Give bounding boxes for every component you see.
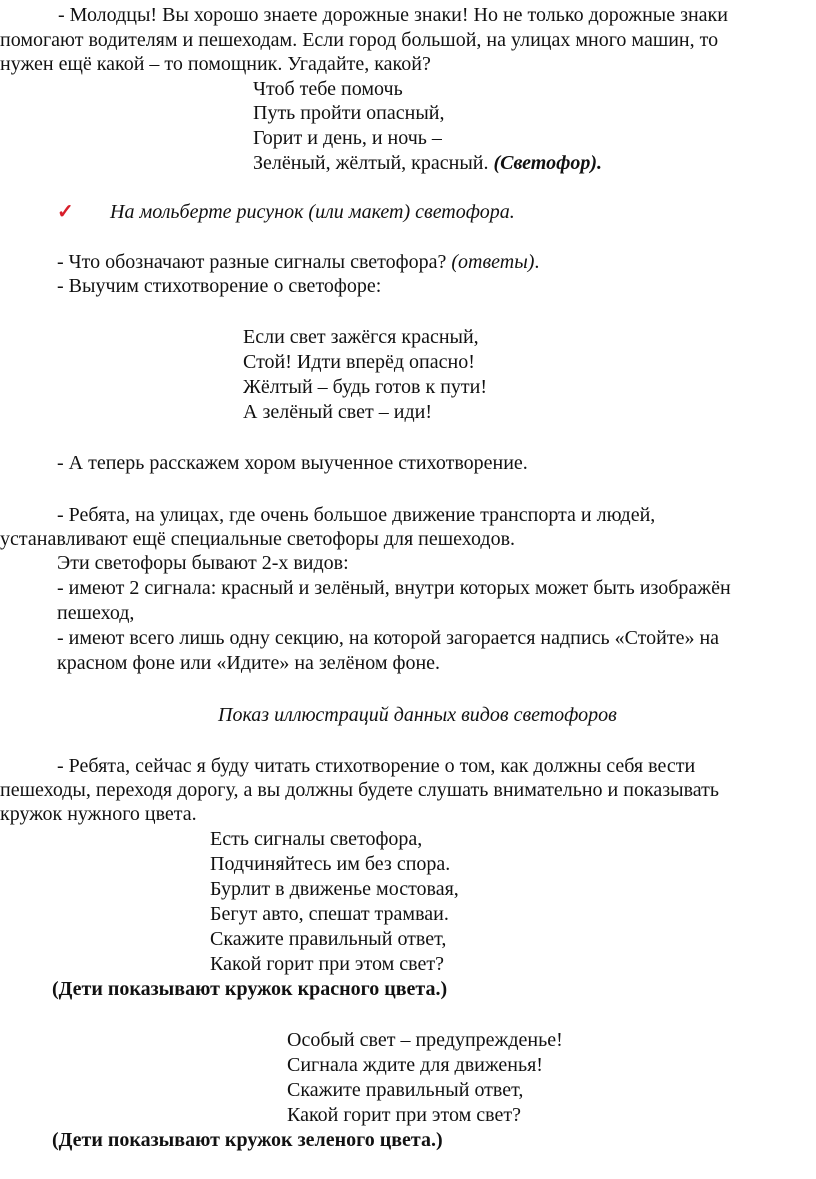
question-line (57, 250, 539, 274)
poem3-line-1: Особый свет – предупрежденье! (287, 1029, 563, 1051)
pedestrian-item1-line-1: - имеют 2 сигнала: красный и зелёный, внутри которых может быть изображён (57, 577, 731, 599)
chorus-line: - А теперь расскажем хором выученное стихотворение. (57, 452, 528, 474)
poem1-line-3: Жёлтый – будь готов к пути! (243, 376, 487, 398)
intro-line-1: - Молодцы! Вы хорошо знаете дорожные знаки! Но не только дорожные знаки (58, 4, 728, 26)
poem3-line-4: Какой горит при этом свет? (287, 1104, 521, 1126)
riddle-line-1: Чтоб тебе помочь (253, 78, 403, 100)
game-intro-line-2: пешеходы, переходя дорогу, а вы должны будете слушать внимательно и показывать (0, 779, 719, 801)
question-end: . (534, 251, 540, 273)
question-note: (ответы) (451, 251, 535, 273)
poem2-line-2: Подчиняйтесь им без спора. (210, 853, 451, 875)
intro-line-3: нужен ещё какой – то помощник. Угадайте, какой? (0, 53, 431, 75)
poem2-line-1: Есть сигналы светофора, (210, 828, 423, 850)
poem2-line-5: Скажите правильный ответ, (210, 928, 447, 950)
poem2-line-3: Бурлит в движенье мостовая, (210, 878, 459, 900)
illustration-note: Показ иллюстраций данных видов светофоров (218, 704, 617, 726)
riddle-line-3: Горит и день, и ночь – (253, 127, 442, 149)
question-text: - Что обозначают разные сигналы светофора? (57, 251, 447, 273)
pedestrian-item2-line-1: - имеют всего лишь одну секцию, на которой загорается надпись «Стойте» на (57, 627, 720, 649)
poem3-line-2: Сигнала ждите для движенья! (287, 1054, 543, 1076)
poem2-line-4: Бегут авто, спешат трамваи. (210, 903, 449, 925)
poem1-line-2: Стой! Идти вперёд опасно! (243, 351, 475, 373)
riddle-answer: (Светофор). (493, 152, 603, 174)
pedestrian-line-3: Эти светофоры бывают 2-х видов: (57, 552, 349, 574)
riddle-line-4 (253, 151, 602, 175)
poem3-action: (Дети показывают кружок зеленого цвета.) (52, 1129, 443, 1151)
poem2-action: (Дети показывают кружок красного цвета.) (52, 978, 448, 1000)
riddle-line-4-text: Зелёный, жёлтый, красный. (253, 152, 489, 174)
checkmark-icon: ✓ (57, 201, 74, 223)
intro-line-2: помогают водителям и пешеходам. Если город большой, на улицах много машин, то (0, 29, 719, 51)
learn-poem-intro: - Выучим стихотворение о светофоре: (57, 275, 382, 297)
game-intro-line-1: - Ребята, сейчас я буду читать стихотворение о том, как должны себя вести (57, 755, 696, 777)
easel-note: На мольберте рисунок (или макет) светофора. (110, 201, 515, 223)
riddle-line-2: Путь пройти опасный, (253, 102, 445, 124)
pedestrian-line-2: устанавливают ещё специальные светофоры для пешеходов. (0, 528, 516, 550)
poem1-line-1: Если свет зажёгся красный, (243, 326, 479, 348)
poem3-line-3: Скажите правильный ответ, (287, 1079, 524, 1101)
pedestrian-line-1: - Ребята, на улицах, где очень большое движение транспорта и людей, (57, 504, 656, 526)
game-intro-line-3: кружок нужного цвета. (0, 803, 197, 825)
poem2-line-6: Какой горит при этом свет? (210, 953, 444, 975)
pedestrian-item1-line-2: пешеход, (57, 602, 135, 624)
poem1-line-4: А зелёный свет – иди! (243, 401, 432, 423)
pedestrian-item2-line-2: красном фоне или «Идите» на зелёном фоне. (57, 652, 441, 674)
